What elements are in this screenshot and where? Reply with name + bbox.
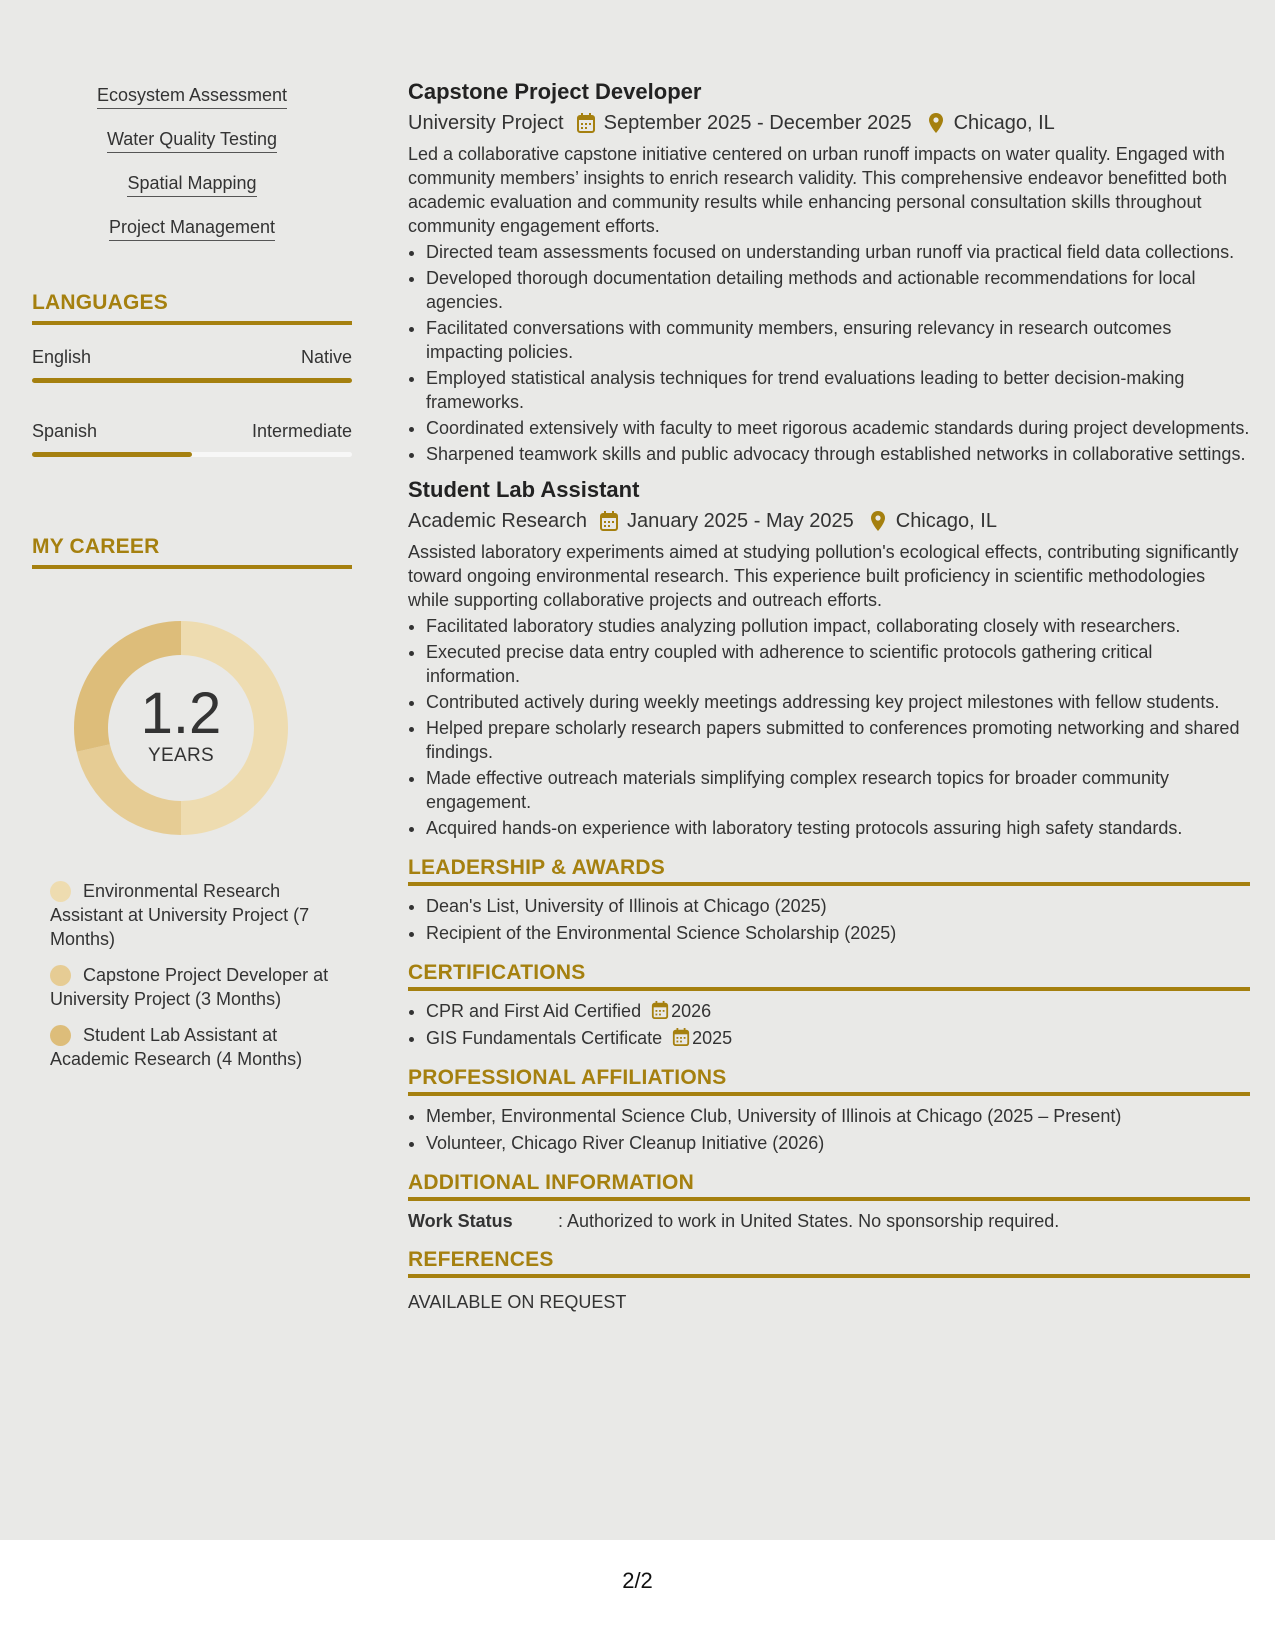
work-status-value: : Authorized to work in United States. No sponsorship required.: [558, 1211, 1060, 1231]
calendar-icon: [651, 1000, 669, 1020]
additional-info-section: [408, 1171, 1250, 1232]
job-bullet: • Directed team assessments focused on understanding urban runoff via practical field data collections.: [426, 240, 1250, 264]
skill-label: Water Quality Testing: [107, 128, 277, 153]
job-bullet: • Facilitated conversations with community members, ensuring relevancy in research outcomes impacting policies.: [426, 316, 1250, 364]
calendar-icon: [599, 510, 619, 532]
leadership-section: [408, 856, 1250, 945]
skill-item: [32, 172, 352, 197]
job-bullet: • Contributed actively during weekly meetings addressing key project milestones with fellow students.: [426, 690, 1250, 714]
career-section: [32, 535, 352, 1071]
legend-dot: [50, 1025, 71, 1046]
skill-label: Spatial Mapping: [127, 172, 256, 197]
language-bar: [32, 452, 352, 457]
legend-item: [50, 879, 340, 951]
job-title: Capstone Project Developer: [408, 79, 702, 104]
additional-info-heading: ADDITIONAL INFORMATION: [408, 1171, 1250, 1201]
career-donut-chart: [66, 613, 296, 843]
skill-label: Project Management: [109, 216, 275, 241]
legend-label: Capstone Project Developer at University Project (3 Months): [50, 965, 329, 1009]
certification-item: [426, 999, 1250, 1023]
job-bullet: • Coordinated extensively with faculty to meet rigorous academic standards during project developments.: [426, 416, 1250, 440]
languages-heading: LANGUAGES: [32, 291, 352, 325]
language-bar-fill: [32, 378, 352, 383]
career-heading: MY CAREER: [32, 535, 352, 569]
language-row: [32, 421, 352, 442]
location-pin-icon: [926, 112, 946, 134]
language-level: Intermediate: [251, 421, 352, 441]
affiliations-heading: PROFESSIONAL AFFILIATIONS: [408, 1066, 1250, 1096]
calendar-icon: [576, 112, 596, 134]
job-bullet: • Executed precise data entry coupled with adherence to scientific protocols gathering critical information.: [426, 640, 1250, 688]
skill-item: [32, 128, 352, 153]
job-dates: January 2025 - May 2025: [626, 510, 854, 532]
job-meta: [408, 110, 1250, 136]
job-bullets: [408, 614, 1250, 840]
job-bullet: • Facilitated laboratory studies analyzing pollution impact, collaborating closely with researchers.: [426, 614, 1250, 638]
job-location: Chicago, IL: [953, 112, 1055, 134]
affiliation-item: • Member, Environmental Science Club, University of Illinois at Chicago (2025 – Present): [426, 1104, 1250, 1128]
career-total-unit: YEARS: [148, 745, 214, 766]
leadership-list: [408, 894, 1250, 945]
job-description: Led a collaborative capstone initiative centered on urban runoff impacts on water quality. Engaged with community members’ insights to enrich research validity. This comprehensive endeavor benefitted both academic evaluation and community results while enhancing personal consultation skills throughout community engagement efforts.: [408, 144, 1228, 236]
leadership-item: • Dean's List, University of Illinois at Chicago (2025): [426, 894, 1250, 918]
skill-label: Ecosystem Assessment: [97, 84, 287, 109]
language-name: Spanish: [32, 421, 98, 441]
job-meta: [408, 508, 1250, 534]
skills-list: [32, 84, 352, 241]
languages-section: [32, 291, 352, 457]
certification-year: 2026: [671, 1001, 712, 1021]
affiliation-item: • Volunteer, Chicago River Cleanup Initiative (2026): [426, 1131, 1250, 1155]
work-status-label: Work Status: [408, 1211, 513, 1231]
leadership-item: • Recipient of the Environmental Science Scholarship (2025): [426, 921, 1250, 945]
job-dates: September 2025 - December 2025: [603, 112, 912, 134]
certification-name: CPR and First Aid Certified: [426, 1001, 642, 1021]
legend-label: Student Lab Assistant at Academic Research (4 Months): [50, 1025, 303, 1069]
legend-label: Environmental Research Assistant at University Project (7 Months): [50, 881, 310, 949]
job-bullet: • Helped prepare scholarly research papers submitted to conferences promoting networking and shared findings.: [426, 716, 1250, 764]
references-section: [408, 1248, 1250, 1313]
legend-item: [50, 963, 340, 1011]
certification-name: GIS Fundamentals Certificate: [426, 1028, 663, 1048]
certifications-list: [408, 999, 1250, 1050]
job-bullet: • Made effective outreach materials simplifying complex research topics for broader community engagement.: [426, 766, 1250, 814]
affiliations-list: [408, 1104, 1250, 1155]
references-heading: REFERENCES: [408, 1248, 1250, 1278]
certification-item: [426, 1026, 1250, 1050]
job-location: Chicago, IL: [895, 510, 997, 532]
skill-item: [32, 84, 352, 109]
job-entry: [408, 476, 1250, 840]
donut-center: [66, 681, 296, 767]
job-title: Student Lab Assistant: [408, 477, 640, 502]
legend-dot: [50, 881, 71, 902]
legend-item: [50, 1023, 340, 1071]
skill-item: [32, 216, 352, 241]
references-text: AVAILABLE ON REQUEST: [408, 1292, 627, 1312]
location-pin-icon: [868, 510, 888, 532]
language-name: English: [32, 347, 92, 367]
job-bullet: • Acquired hands-on experience with laboratory testing protocols assuring high safety standards.: [426, 816, 1250, 840]
legend-dot: [50, 965, 71, 986]
career-legend: [50, 879, 340, 1071]
language-row: [32, 347, 352, 368]
job-org: University Project: [408, 112, 564, 134]
language-level: Native: [300, 347, 352, 367]
certification-year: 2025: [692, 1028, 733, 1048]
certifications-heading: CERTIFICATIONS: [408, 961, 1250, 991]
page-number: 2/2: [622, 1568, 653, 1593]
job-bullet: • Developed thorough documentation detailing methods and actionable recommendations for local agencies.: [426, 266, 1250, 314]
job-description: Assisted laboratory experiments aimed at studying pollution's ecological effects, contributing significantly toward ongoing environmental research. This experience built proficiency in scientific methodologies while supporting collaborative projects and outreach efforts.: [408, 542, 1239, 610]
career-total-value: 1.2: [140, 681, 222, 746]
main-content: [408, 78, 1250, 1313]
job-entry: [408, 78, 1250, 466]
calendar-icon: [672, 1027, 690, 1047]
leadership-heading: LEADERSHIP & AWARDS: [408, 856, 1250, 886]
language-bar-fill: [32, 452, 192, 457]
sidebar: [32, 84, 352, 1083]
work-status-row: [408, 1211, 1250, 1232]
job-bullets: [408, 240, 1250, 466]
language-bar: [32, 378, 352, 383]
job-bullet: • Employed statistical analysis techniques for trend evaluations leading to better decision-making frameworks.: [426, 366, 1250, 414]
affiliations-section: [408, 1066, 1250, 1155]
job-bullet: • Sharpened teamwork skills and public advocacy through established networks in collaborative settings.: [426, 442, 1250, 466]
certifications-section: [408, 961, 1250, 1050]
job-org: Academic Research: [408, 510, 587, 532]
